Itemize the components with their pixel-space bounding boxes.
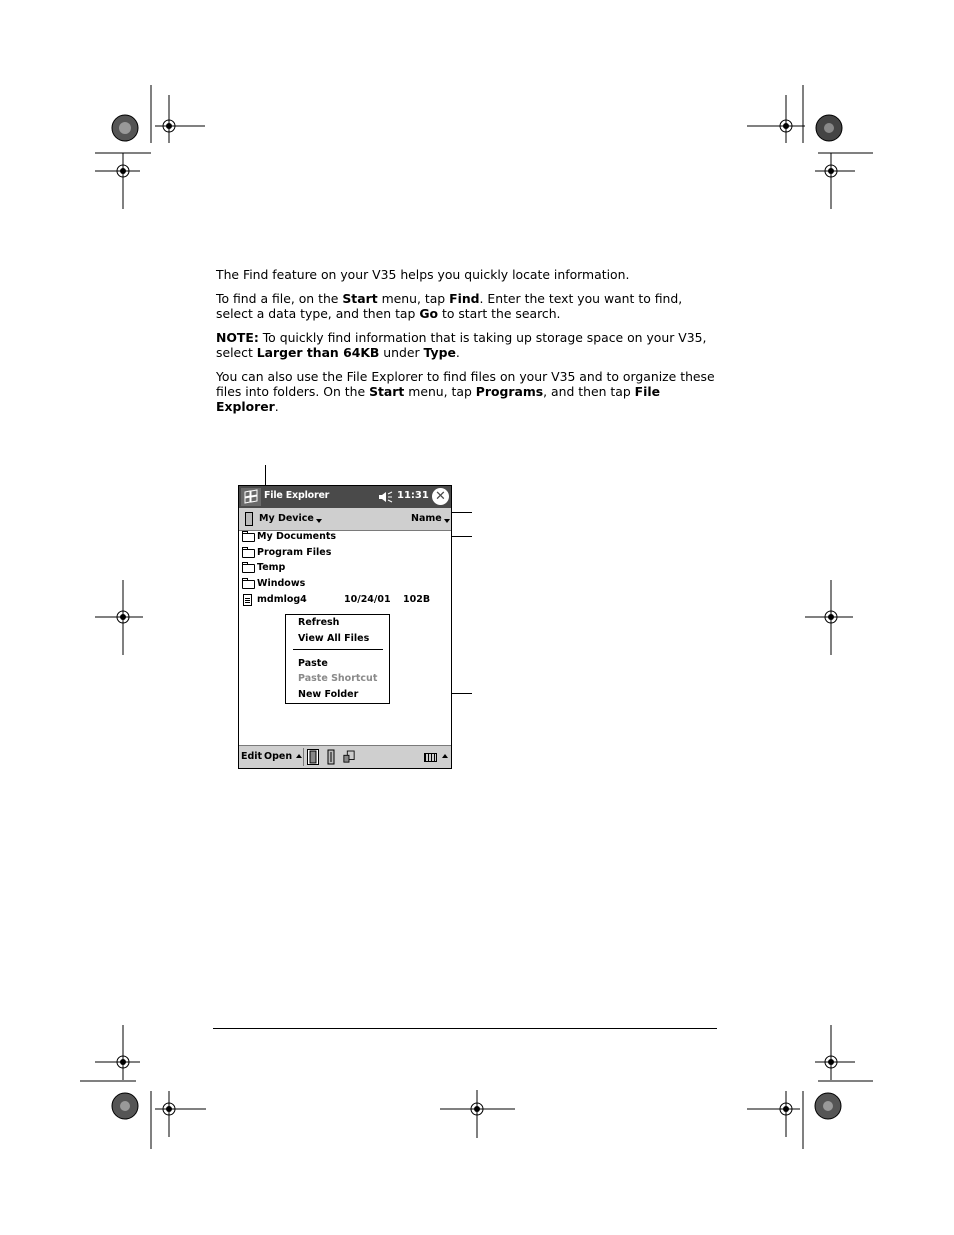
menu-item-paste-shortcut: Paste Shortcut [298, 673, 378, 684]
menu-item-paste[interactable]: Paste [298, 658, 328, 669]
file-name: mdmlog4 [257, 594, 307, 605]
find-file-paragraph [216, 291, 721, 321]
text-segment: To quickly find information that is taking up storage space on your V35, select [216, 330, 707, 360]
device-icon [245, 512, 253, 526]
chevron-down-icon[interactable] [316, 519, 322, 523]
intro-paragraph [216, 267, 721, 282]
device-view-icon[interactable] [307, 749, 319, 765]
crop-mark-mid-right [805, 580, 855, 656]
bold-programs: Programs [475, 384, 544, 399]
text-segment: . [274, 399, 279, 414]
note-label: NOTE: [216, 330, 259, 345]
chevron-down-icon[interactable] [444, 519, 450, 523]
edit-menu[interactable]: Edit [241, 751, 263, 762]
bold-start: Start [342, 291, 378, 306]
text-segment: . [455, 345, 460, 360]
context-menu [285, 614, 390, 704]
speaker-icon[interactable] [377, 490, 393, 504]
menu-item-refresh[interactable]: Refresh [298, 617, 340, 628]
folder-icon [242, 580, 255, 589]
file-explorer-screenshot [238, 485, 452, 769]
list-item[interactable] [241, 547, 449, 562]
crop-mark-top-right [745, 85, 875, 210]
text-segment: You can also use the File Explorer to find files on your V35 and to organize these files into folders. On the [216, 369, 715, 399]
location-dropdown[interactable]: My Device [259, 513, 314, 524]
clock[interactable]: 11:31 [397, 490, 429, 501]
list-item[interactable] [241, 562, 449, 577]
chevron-up-icon[interactable] [296, 754, 302, 758]
bold-file-explorer: File Explorer [216, 384, 661, 414]
crop-mark-mid-left [95, 580, 145, 656]
crop-mark-top-left [95, 85, 210, 210]
folder-name: Windows [257, 578, 306, 589]
bold-larger-than: Larger than 64KB [256, 345, 380, 360]
text-segment: , and then tap [543, 384, 635, 399]
sort-dropdown[interactable]: Name [411, 513, 442, 524]
footer-rule [213, 1028, 717, 1029]
bold-find: Find [449, 291, 480, 306]
divider [303, 748, 304, 766]
intro-text: The Find feature on your V35 helps you quickly locate information. [216, 267, 630, 282]
file-date: 10/24/01 [344, 594, 391, 605]
app-title: File Explorer [264, 490, 330, 501]
start-flag-icon[interactable] [241, 488, 261, 506]
text-segment: menu, tap [377, 291, 450, 306]
note-paragraph [216, 330, 721, 360]
crop-mark-bottom-center [440, 1090, 516, 1140]
storage-card-icon[interactable] [325, 749, 337, 765]
crop-mark-bottom-left [80, 1025, 210, 1150]
text-segment: to start the search. [438, 306, 561, 321]
close-icon[interactable]: ✕ [432, 488, 449, 505]
folder-name: My Documents [257, 531, 337, 542]
callout-line-sort [450, 512, 472, 513]
network-share-icon[interactable] [343, 749, 355, 765]
text-segment: To find a file, on the [216, 291, 343, 306]
text-segment: under [379, 345, 424, 360]
text-segment: . Enter the text you want to find, select a data type, and then tap [216, 291, 683, 321]
file-explorer-paragraph [216, 369, 721, 414]
document-icon [243, 594, 252, 606]
bold-go: Go [419, 306, 439, 321]
text-segment: menu, tap [404, 384, 476, 399]
bold-start: Start [369, 384, 405, 399]
folder-icon [242, 549, 255, 558]
menu-item-view-all-files[interactable]: View All Files [298, 633, 370, 644]
title-bar [239, 486, 451, 508]
file-size: 102B [403, 594, 431, 605]
command-bar [239, 745, 451, 768]
keyboard-icon[interactable] [424, 753, 437, 762]
folder-icon [242, 533, 255, 542]
folder-name: Program Files [257, 547, 332, 558]
location-bar [239, 508, 451, 531]
bold-type: Type [423, 345, 456, 360]
open-menu[interactable]: Open [264, 751, 293, 762]
menu-item-new-folder[interactable]: New Folder [298, 689, 359, 700]
menu-separator [293, 649, 383, 650]
chevron-up-icon[interactable] [442, 754, 448, 758]
folder-name: Temp [257, 562, 286, 573]
list-item[interactable] [241, 594, 449, 609]
crop-mark-bottom-right [745, 1025, 875, 1150]
folder-icon [242, 564, 255, 573]
list-item[interactable] [241, 531, 449, 546]
list-item[interactable] [241, 578, 449, 593]
